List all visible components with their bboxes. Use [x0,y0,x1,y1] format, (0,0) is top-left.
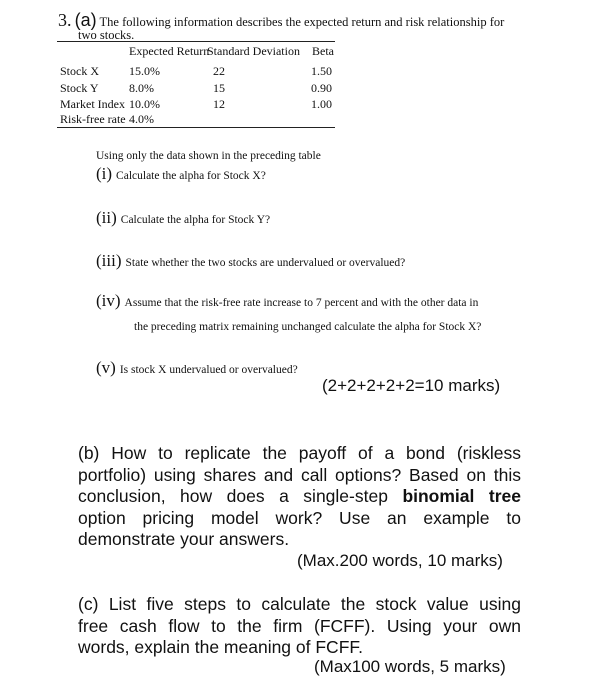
subquestion-iii [96,251,405,271]
part-b-marks: (Max.200 words, 10 marks) [297,551,503,570]
row-std-dev: 15 [213,81,225,95]
subquestion-label: (v) [96,358,116,377]
header-beta: Beta [312,44,334,58]
subquestion-label: (iii) [96,251,122,270]
subquestion-i [96,164,266,184]
intro-line-1: The following information describes the expected return and risk relationship for [99,15,505,29]
part-c-line: words, explain the meaning of FCFF. [78,637,363,657]
part-c-line: free cash flow to the firm (FCFF). Using your own [78,615,521,636]
part-b-line: demonstrate your answers. [78,529,290,549]
row-beta: 0.90 [311,81,332,95]
row-name: Stock Y [60,81,99,95]
row-return: 15.0% [129,64,160,78]
subquestion-text: Calculate the alpha for Stock X? [116,170,266,182]
subquestion-label: (iv) [96,291,121,310]
part-b-line3-text: conclusion, how does a single-step [78,486,388,506]
part-b [78,443,521,551]
part-b-line [78,486,521,508]
row-return: 8.0% [129,81,154,95]
subquestion-v [96,358,298,378]
question-number: 3. [58,10,72,30]
subquestion-label: (i) [96,164,113,183]
subquestion-label: (ii) [96,208,117,227]
part-b-line: option pricing model work? Use an example to [78,507,521,528]
row-beta: 1.00 [311,97,332,111]
part-a-label: (a) [74,10,97,30]
row-std-dev: 22 [213,64,225,78]
part-c [78,594,521,659]
row-return: 10.0% [129,97,160,111]
table-bottom-rule [57,127,335,128]
row-name: Market Index [60,97,125,111]
binomial-tree-emphasis: binomial tree [402,486,521,506]
intro-line-2: two stocks. [78,28,135,42]
header-std-dev: Standard Deviation [207,44,300,58]
row-name: Stock X [60,64,99,78]
row-std-dev: 12 [213,97,225,111]
row-name: Risk-free rate [60,112,126,126]
subquestion-iv [96,291,478,311]
header-expected-return: Expected Return [129,44,210,58]
subquestion-text: Is stock X undervalued or overvalued? [119,364,298,376]
part-a-marks: (2+2+2+2+2=10 marks) [322,376,501,395]
table-top-rule [57,41,335,42]
subquestion-text: Assume that the risk-free rate increase to 7 percent and with the other data in [124,297,479,309]
subquestion-text: State whether the two stocks are undervalued or overvalued? [125,257,406,269]
part-c-line: (c) List five steps to calculate the stock value using [78,594,521,614]
part-b-line: (b) How to replicate the payoff of a bond (riskless [78,443,521,463]
subquestion-iv-continued: the preceding matrix remaining unchanged calculate the alpha for Stock X? [134,321,482,333]
part-b-line: portfolio) using shares and call options? Based on this [78,464,521,485]
instructions: Using only the data shown in the preceding table [96,150,321,162]
row-beta: 1.50 [311,64,332,78]
row-return: 4.0% [129,112,154,126]
subquestion-text: Calculate the alpha for Stock Y? [120,214,271,226]
subquestion-ii [96,208,270,228]
part-c-marks: (Max100 words, 5 marks) [314,657,506,676]
